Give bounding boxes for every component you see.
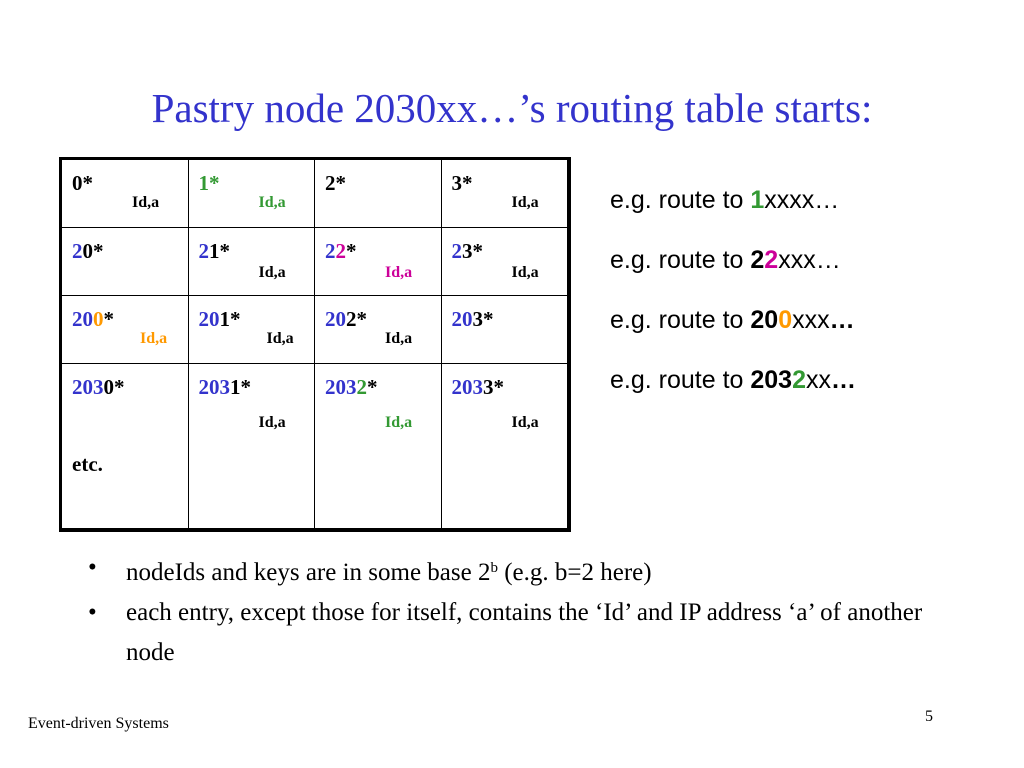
- prefix-match: 20: [198, 307, 220, 331]
- prefix-rest: 0*: [82, 239, 104, 263]
- prefix-match: 203: [451, 375, 483, 399]
- example-prefix: e.g. route to: [610, 246, 751, 274]
- table-cell: [61, 159, 189, 228]
- example-match: 2: [750, 246, 765, 274]
- bullet-marker: •: [88, 599, 97, 626]
- entry-id-address: Id,a: [132, 194, 160, 211]
- table-cell: [61, 228, 189, 296]
- example-highlight: 0: [778, 306, 793, 334]
- example-rest: xxxx…: [764, 186, 840, 214]
- bullet-item: [84, 548, 964, 593]
- example-tail: …: [831, 366, 856, 394]
- table-row: [61, 159, 570, 228]
- example-highlight: 2: [764, 246, 779, 274]
- cell-prefix: [325, 307, 367, 332]
- cell-prefix: [199, 375, 252, 400]
- table-cell: [315, 228, 442, 296]
- prefix-match: 20: [325, 307, 346, 331]
- prefix-rest: 3*: [472, 307, 494, 331]
- entry-id-address: Id,a: [511, 414, 539, 431]
- table-cell: [441, 228, 569, 296]
- entry-id-address: Id,a: [385, 264, 413, 281]
- cell-prefix: [452, 239, 484, 264]
- cell-prefix: [452, 307, 494, 332]
- prefix-match: 203: [72, 375, 104, 399]
- entry-id-address: Id,a: [385, 414, 413, 431]
- prefix-highlight: 2: [356, 375, 367, 399]
- table-row: [61, 228, 570, 296]
- example-rest: xxx…: [778, 246, 841, 274]
- entry-id-address: Id,a: [511, 264, 539, 281]
- prefix-match: 20: [72, 307, 93, 331]
- table-cell: [188, 364, 315, 531]
- route-example: [610, 360, 856, 420]
- cell-prefix: 1*: [198, 171, 220, 195]
- route-example: [610, 180, 856, 240]
- prefix-match: 2: [451, 239, 462, 263]
- cell-prefix: [72, 307, 114, 332]
- footer-course-name: Event-driven Systems: [28, 715, 169, 732]
- bullet-list: [84, 548, 964, 673]
- prefix-highlight: 2: [335, 239, 346, 263]
- prefix-rest: *: [367, 375, 378, 399]
- table-row: [61, 296, 570, 364]
- route-examples: [610, 180, 856, 420]
- example-prefix: e.g. route to: [610, 306, 751, 334]
- prefix-match: 20: [451, 307, 473, 331]
- bullet-superscript: b: [490, 560, 498, 576]
- table-cell: [315, 364, 442, 531]
- example-tail: …: [829, 306, 855, 334]
- example-highlight: 2: [792, 366, 806, 394]
- table-cell: [188, 228, 315, 296]
- example-match: 203: [750, 366, 793, 394]
- cell-prefix: [325, 239, 357, 264]
- cell-prefix: [199, 239, 231, 264]
- table-cell: [441, 159, 569, 228]
- table-cell: [61, 296, 189, 364]
- prefix-rest: 0*: [103, 375, 125, 399]
- cell-prefix: 2*: [325, 171, 346, 195]
- table-cell: [188, 296, 315, 364]
- page-number: 5: [925, 708, 933, 725]
- prefix-rest: 1*: [209, 239, 230, 263]
- cell-prefix: [72, 375, 125, 400]
- cell-prefix: 0*: [72, 171, 93, 195]
- prefix-match: 2: [72, 239, 83, 263]
- example-rest: xx: [806, 366, 831, 394]
- prefix-rest: *: [346, 239, 357, 263]
- table-cell: [441, 364, 569, 531]
- slide-title: Pastry node 2030xx…’s routing table starts:: [151, 85, 873, 131]
- entry-id-address: Id,a: [258, 414, 286, 431]
- prefix-match: 2: [198, 239, 209, 263]
- example-rest: xxx: [792, 306, 830, 334]
- route-example: [610, 240, 856, 300]
- entry-id-address: Id,a: [511, 194, 539, 211]
- prefix-match: 203: [325, 375, 357, 399]
- prefix-rest: *: [103, 307, 114, 331]
- table-cell: [315, 159, 442, 228]
- prefix-match: 2: [325, 239, 336, 263]
- entry-id-address: Id,a: [258, 194, 286, 211]
- example-highlight: 1: [750, 186, 765, 214]
- example-prefix: e.g. route to: [610, 186, 751, 214]
- bullet-text: nodeIds and keys are in some base 2: [126, 559, 491, 586]
- prefix-rest: 3*: [483, 375, 504, 399]
- entry-id-address: Id,a: [385, 330, 413, 347]
- table-cell: [315, 296, 442, 364]
- prefix-rest: 2*: [346, 307, 367, 331]
- cell-prefix: [325, 375, 378, 400]
- table-cell: [61, 364, 189, 531]
- entry-id-address: Id,a: [258, 264, 286, 281]
- prefix-rest: 1*: [219, 307, 241, 331]
- prefix-rest: 1*: [230, 375, 251, 399]
- table-row: [61, 364, 570, 531]
- route-example: [610, 300, 856, 360]
- table-cell: [441, 296, 569, 364]
- bullet-item: [84, 593, 964, 673]
- bullet-marker: •: [88, 554, 97, 581]
- cell-prefix: 3*: [451, 171, 473, 195]
- entry-id-address: Id,a: [140, 330, 168, 347]
- cell-prefix: [72, 239, 104, 264]
- prefix-highlight: 0: [93, 307, 104, 331]
- etc-label: etc.: [72, 452, 103, 476]
- example-match: 20: [750, 306, 779, 334]
- prefix-match: 203: [198, 375, 230, 399]
- cell-prefix: [199, 307, 241, 332]
- bullet-text: each entry, except those for itself, contains the ‘Id’ and IP address ‘a’ of another node: [126, 599, 923, 666]
- example-prefix: e.g. route to: [610, 366, 751, 394]
- table-cell: [188, 159, 315, 228]
- cell-prefix: [452, 375, 505, 400]
- routing-table: [59, 157, 571, 532]
- prefix-rest: 3*: [462, 239, 483, 263]
- entry-id-address: Id,a: [266, 330, 294, 347]
- bullet-text-after: (e.g. b=2 here): [497, 559, 652, 586]
